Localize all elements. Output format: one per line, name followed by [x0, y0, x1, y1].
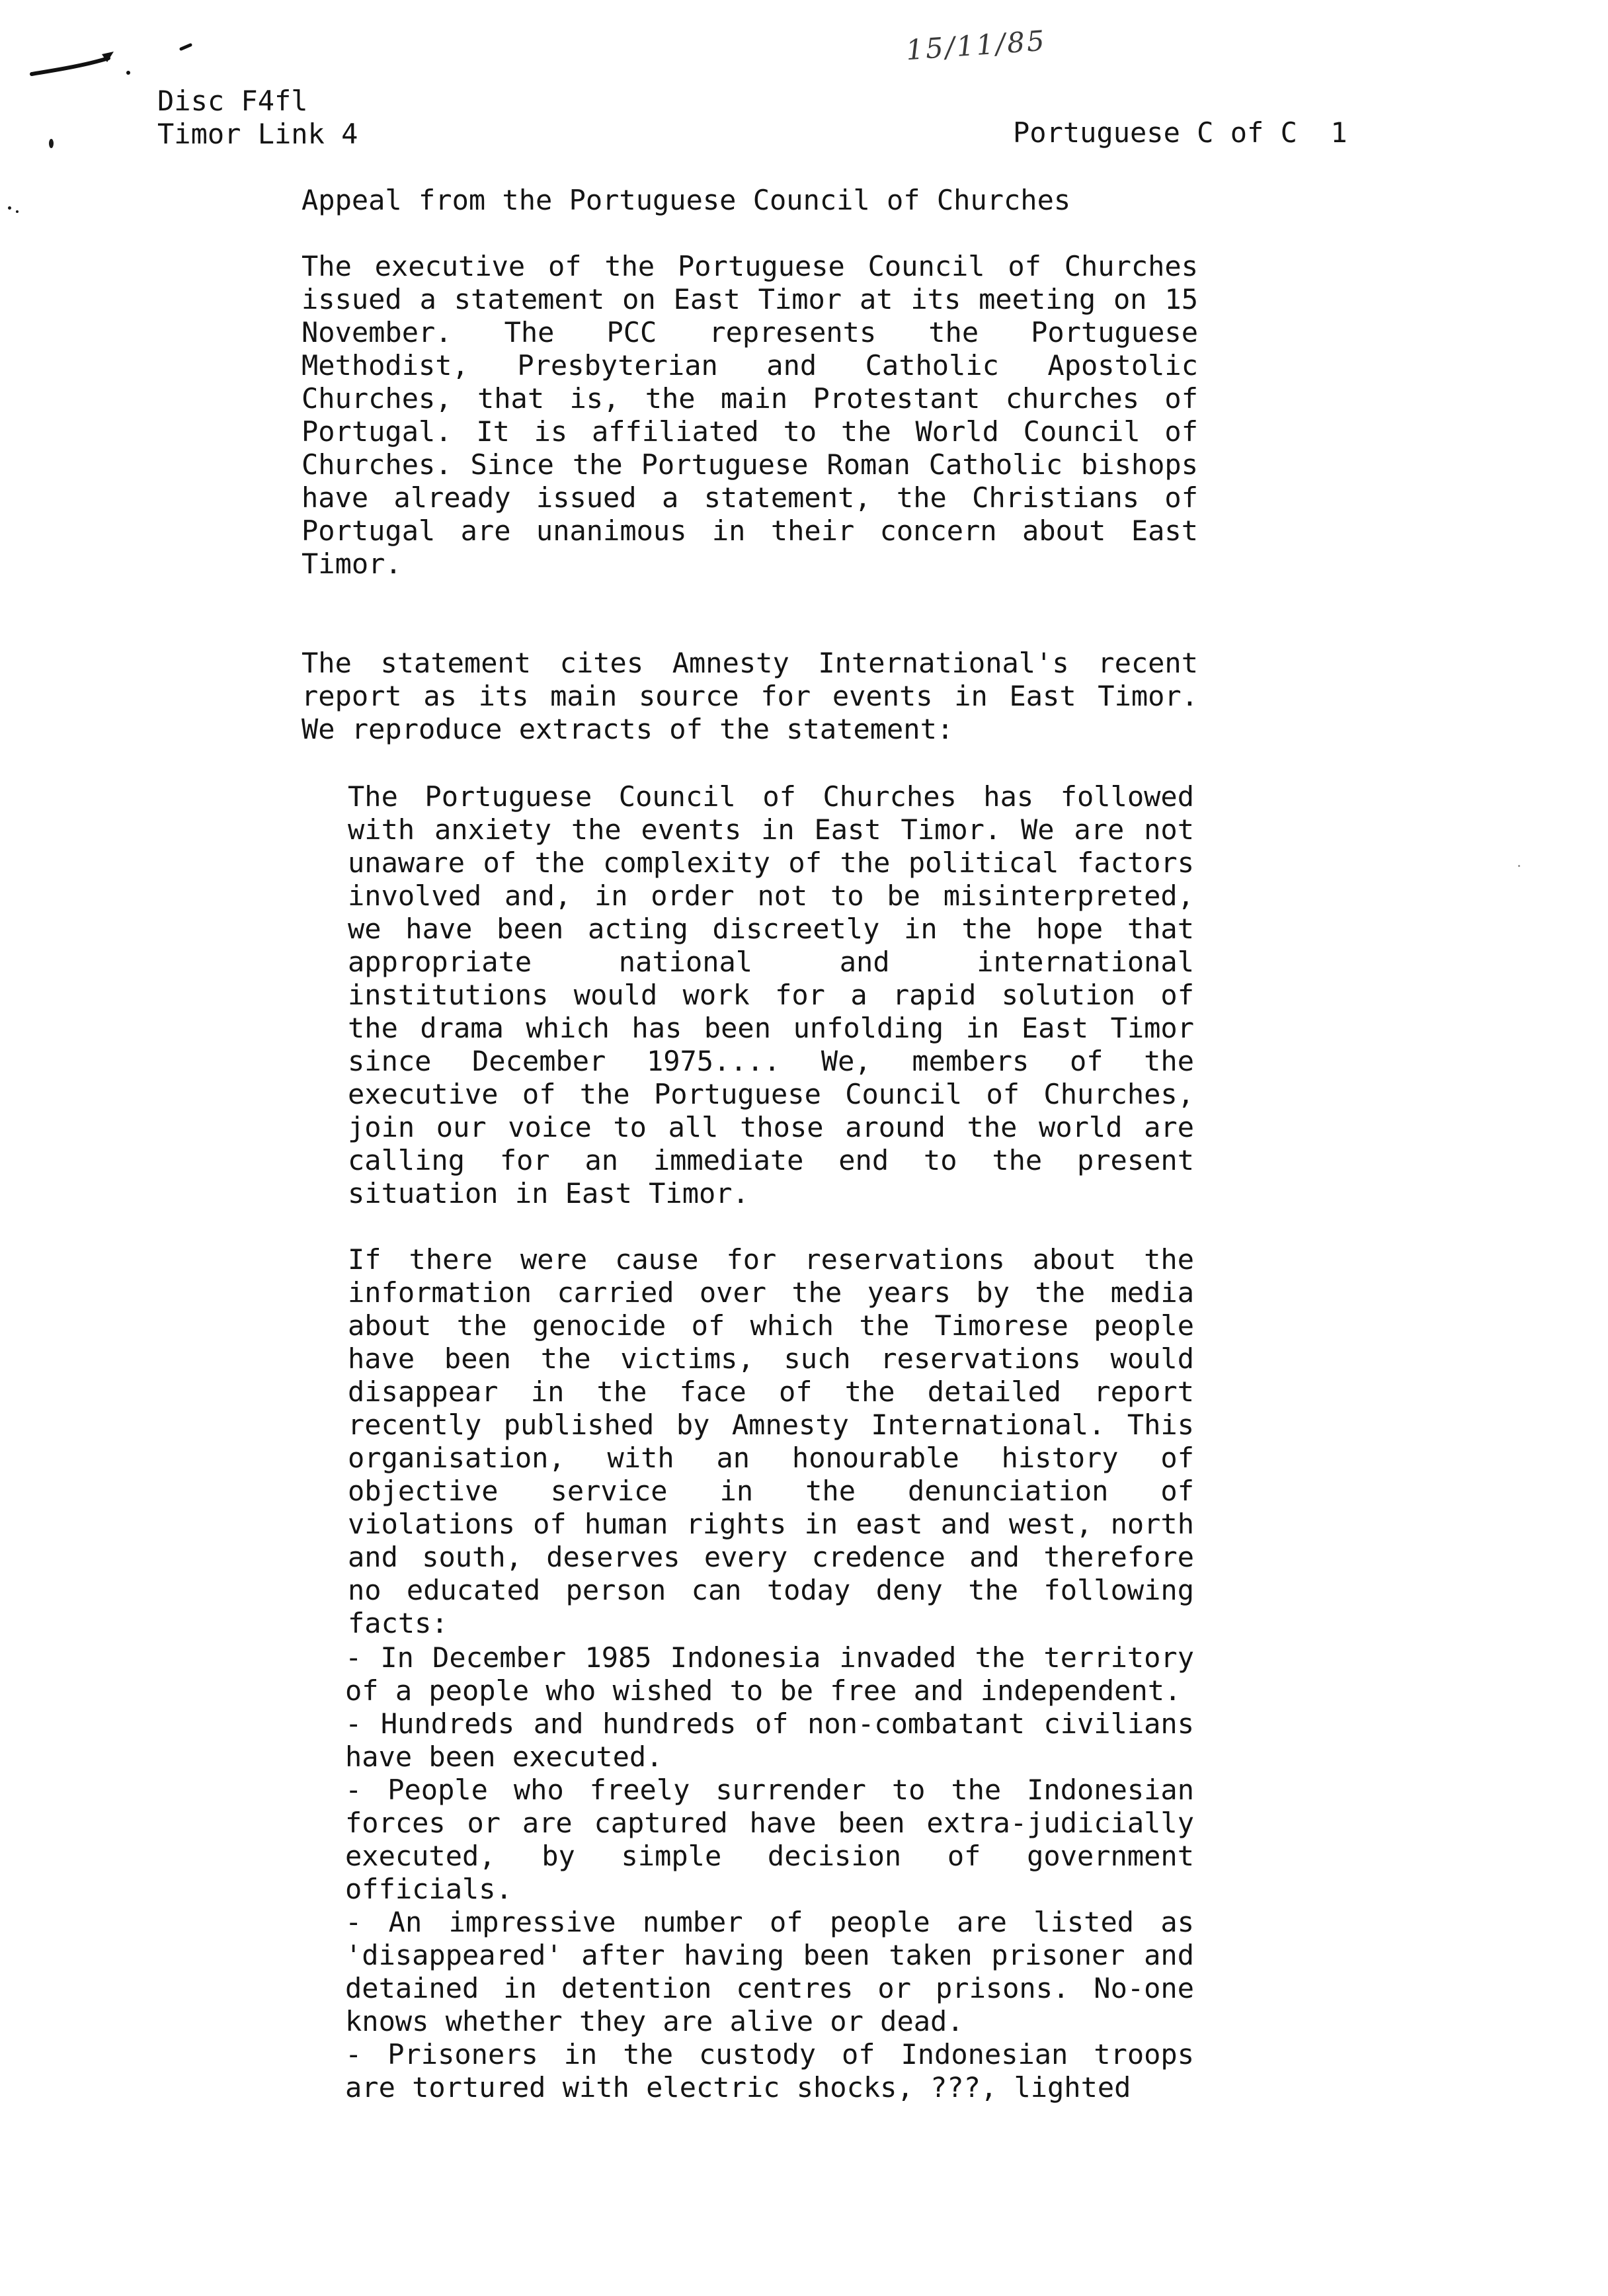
quote-2-text: If there were cause for reservations about the information carried over the years by the media about the genocide of which the Timorese people have been the victims, such reservations would disappear in the face of the detailed report recently published by Amnesty International. This organisation, with an honourable history of objective service in the denunciation of violations of human rights in east and west, north and south, deserves every credence and therefore no educated person can today deny the following facts:: [348, 1243, 1194, 1639]
scan-speck: [8, 206, 11, 210]
fact-item: - An impressive number of people are listed as 'disappeared' after having been taken prisoner and detained in detention centres or prisons. No-one knows whether they are alive or dead.: [345, 1906, 1194, 2037]
intro-text: The executive of the Portuguese Council of Churches issued a statement on East Timor at its meeting on 15 November. The PCC represents the Portuguese Methodist, Presbyterian and Catholic Apostolic Churches, that is, the main Protestant churches of Portugal. It is affiliated to the World Council of Churches. Since the Portuguese Roman Catholic bishops have already issued a statement, the Christians of Portugal are unanimous in their concern about East Timor.: [302, 250, 1198, 580]
disc-reference: Disc F4fl: [157, 85, 308, 117]
publication-reference: Timor Link 4: [157, 118, 358, 150]
document-title: Appeal from the Portuguese Council of Churches: [302, 184, 1071, 216]
citation-text: The statement cites Amnesty International's recent report as its main source for events in East Timor. We reproduce extracts of the statement:: [302, 647, 1198, 745]
citation-paragraph: [302, 647, 1198, 746]
scan-speck: [1518, 865, 1520, 867]
fact-item: - Prisoners in the custody of Indonesian troops are tortured with electric shocks, ???, lighted: [345, 2038, 1194, 2104]
fact-item: - In December 1985 Indonesia invaded the territory of a people who wished to be free and independent.: [345, 1641, 1194, 1707]
intro-paragraph: [302, 250, 1198, 581]
fact-item: - Hundreds and hundreds of non-combatant civilians have been executed.: [345, 1707, 1194, 1773]
fact-item: - People who freely surrender to the Indonesian forces or are captured have been extra-judicially executed, by simple decision of government officials.: [345, 1774, 1194, 1905]
quoted-paragraph-1: [348, 780, 1194, 1210]
header-right-reference: Portuguese C of C 1: [1013, 116, 1347, 149]
scan-speck: [16, 210, 19, 213]
quoted-paragraph-2: [348, 1243, 1194, 1640]
handwritten-date: 15/11/85: [904, 24, 1048, 67]
scan-speck: [49, 139, 54, 148]
header-left: [157, 85, 358, 151]
facts-list: [345, 1641, 1194, 2104]
quote-1-text: The Portuguese Council of Churches has followed with anxiety the events in East Timor. We are not unaware of the complexity of the political factors involved and, in order not to be misinterpreted, we have been acting discreetly in the hope that appropriate national and international institutions would work for a rapid solution of the drama which has been unfolding in East Timor since December 1975.... We, members of the executive of the Portuguese Council of Churches, join our voice to all those around the world are calling for an immediate end to the present situation in East Timor.: [348, 780, 1194, 1210]
